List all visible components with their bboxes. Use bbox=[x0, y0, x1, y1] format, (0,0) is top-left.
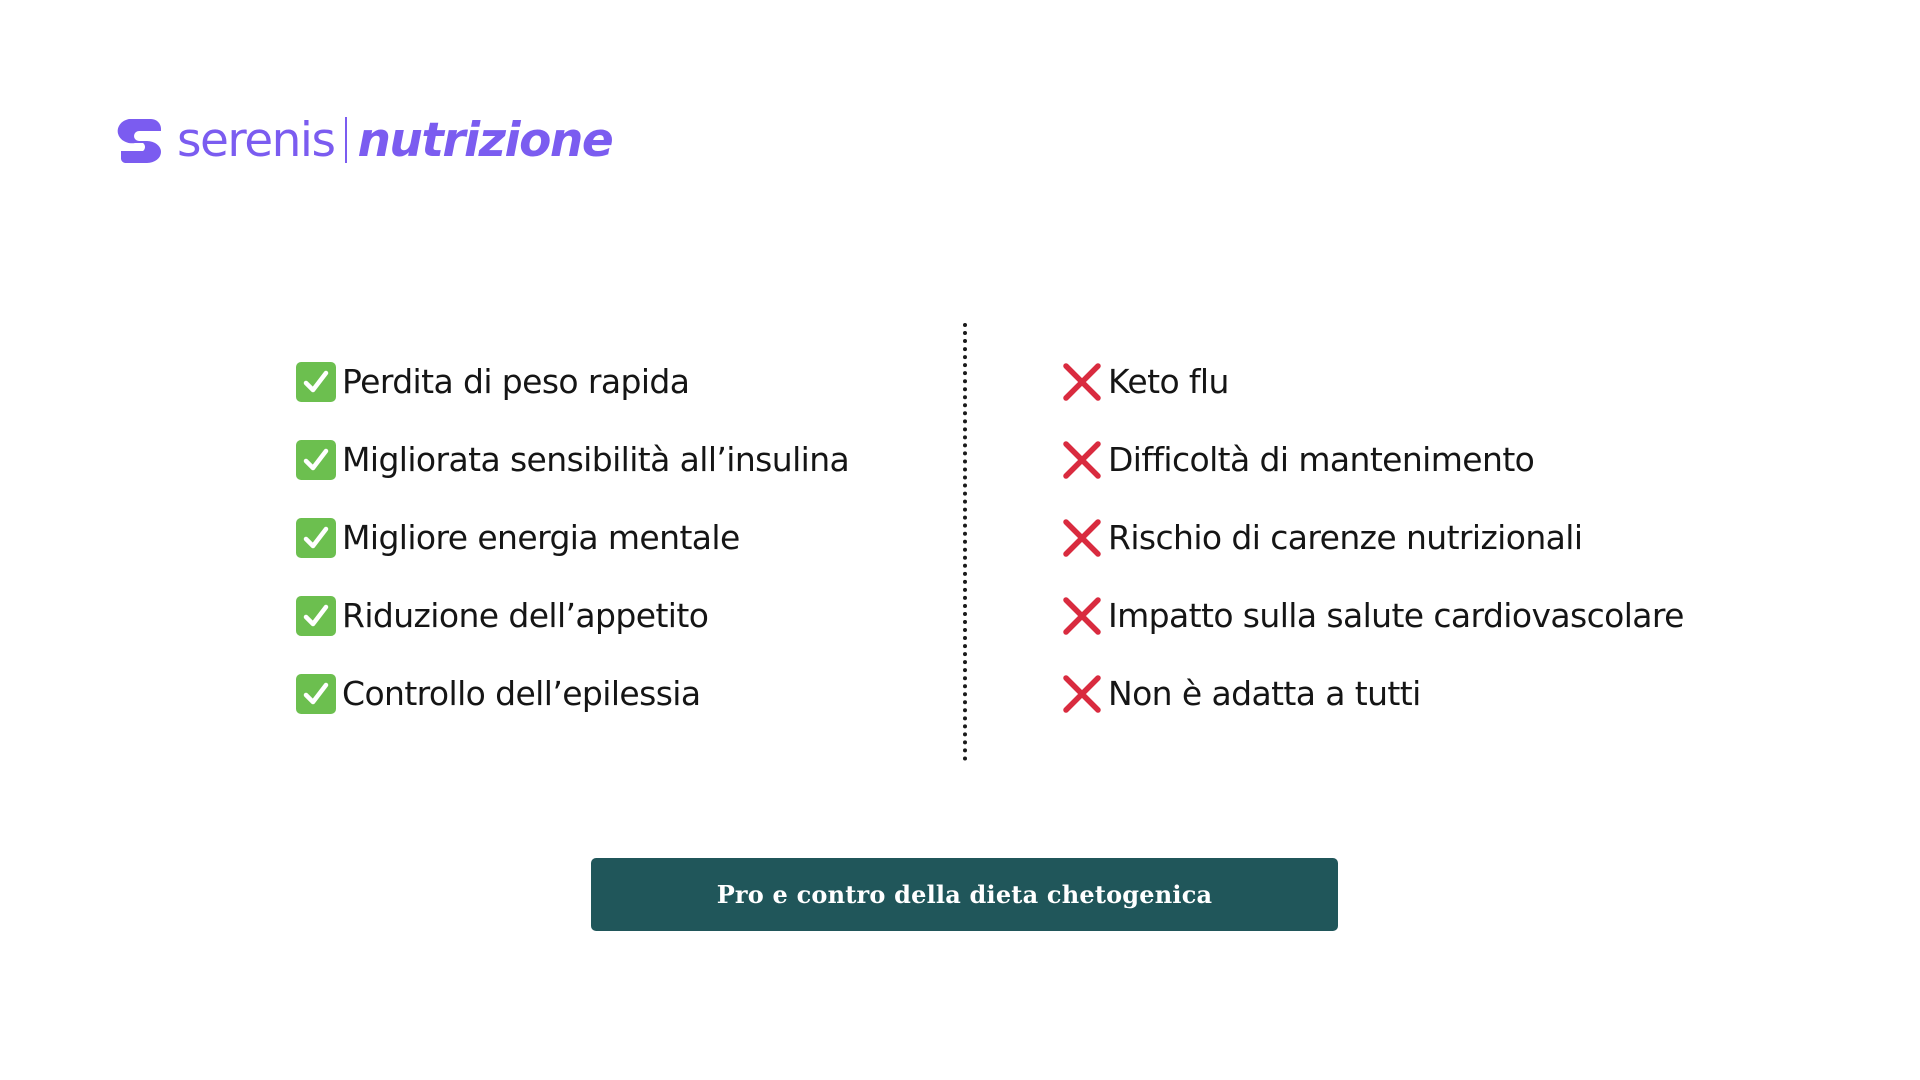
pro-item bbox=[296, 596, 849, 636]
logo-product-text: nutrizione bbox=[357, 112, 613, 168]
cross-mark-icon bbox=[1062, 362, 1102, 402]
con-item bbox=[1062, 440, 1684, 480]
logo-brand-text: serenis bbox=[177, 112, 335, 168]
cross-mark-icon bbox=[1062, 518, 1102, 558]
con-item-label: Impatto sulla salute cardiovascolare bbox=[1108, 596, 1684, 635]
pro-item-label: Controllo dell’epilessia bbox=[342, 674, 701, 713]
pro-item-label: Riduzione dell’appetito bbox=[342, 596, 709, 635]
pro-item-label: Migliorata sensibilità all’insulina bbox=[342, 440, 850, 479]
pro-item-label: Perdita di peso rapida bbox=[342, 362, 690, 401]
cross-mark-icon bbox=[1062, 440, 1102, 480]
check-mark-icon bbox=[296, 518, 336, 558]
pro-item bbox=[296, 518, 849, 558]
con-item bbox=[1062, 518, 1684, 558]
pros-cons-title-button[interactable]: Pro e contro della dieta chetogenica bbox=[591, 858, 1338, 931]
check-mark-icon bbox=[296, 596, 336, 636]
con-item-label: Non è adatta a tutti bbox=[1108, 674, 1421, 713]
con-item bbox=[1062, 596, 1684, 636]
con-item-label: Difficoltà di mantenimento bbox=[1108, 440, 1535, 479]
con-item bbox=[1062, 362, 1684, 402]
pro-item bbox=[296, 440, 849, 480]
check-mark-icon bbox=[296, 440, 336, 480]
pros-list bbox=[296, 362, 849, 714]
column-divider bbox=[963, 323, 967, 761]
cross-mark-icon bbox=[1062, 596, 1102, 636]
logo-divider bbox=[345, 117, 347, 163]
serenis-s-logo-icon bbox=[117, 116, 165, 164]
pro-item bbox=[296, 362, 849, 402]
brand-logo[interactable] bbox=[117, 110, 612, 170]
cons-list bbox=[1062, 362, 1684, 714]
check-mark-icon bbox=[296, 674, 336, 714]
pro-item bbox=[296, 674, 849, 714]
pro-item-label: Migliore energia mentale bbox=[342, 518, 740, 557]
con-item bbox=[1062, 674, 1684, 714]
check-mark-icon bbox=[296, 362, 336, 402]
cross-mark-icon bbox=[1062, 674, 1102, 714]
con-item-label: Keto flu bbox=[1108, 362, 1229, 401]
con-item-label: Rischio di carenze nutrizionali bbox=[1108, 518, 1583, 557]
